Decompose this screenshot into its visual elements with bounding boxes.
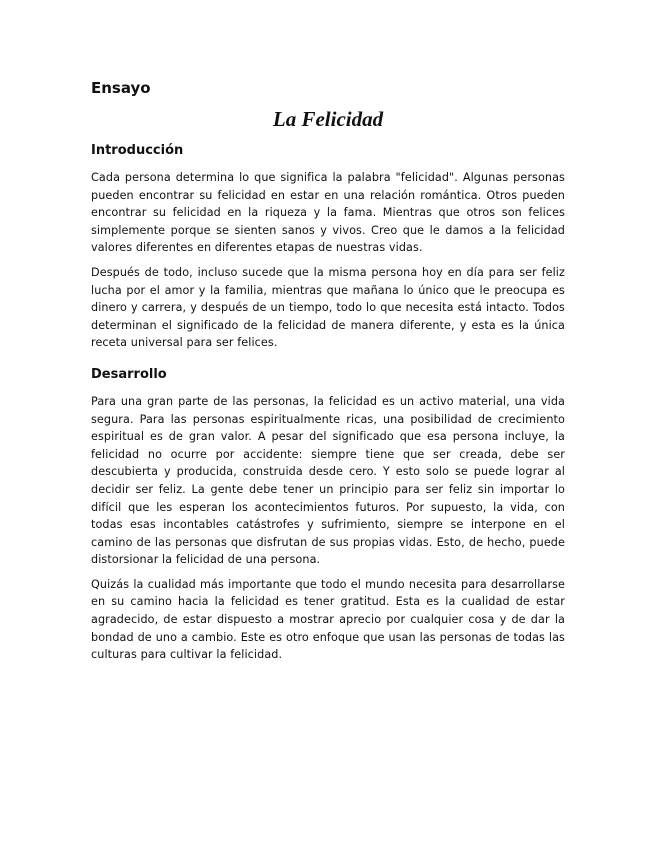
section-heading: Introducción xyxy=(91,143,184,158)
paragraph: Para una gran parte de las personas, la felicidad es un activo material, una vida segura. Para las personas espiritualmente ricas, una posibilidad de crecimiento espiritual es de gran valor. A pesar del significado que esa persona incluye, la felicidad no ocurre por accidente: siempre tiene que ser creada, debe ser descubierta y producida, construida desde cero. Y esto solo se puede lograr al decidir ser feliz. La gente debe tener un principio para ser feliz sin importar lo difícil que les esperan los acontecimientos futuros. Por supuesto, la vida, con todas esas incontables catástrofes y sufrimiento, siempre se interpone en el camino de las personas que disfrutan de sus propias vidas. Esto, de hecho, puede distorsionar la felicidad de una persona. xyxy=(91,394,565,567)
document-page xyxy=(91,78,565,678)
section-introduccion xyxy=(91,142,565,352)
paragraph: Después de todo, incluso sucede que la misma persona hoy en día para ser feliz lucha por el amor y la familia, mientras que mañana lo único que le preocupa es dinero y carrera, y después de un tiempo, todo lo que necesita está intacto. Todos determinan el significado de la felicidad de manera diferente, y esta es la única receta universal para ser felices. xyxy=(91,265,565,350)
section-desarrollo xyxy=(91,366,565,664)
paragraph: Cada persona determina lo que significa la palabra "felicidad". Algunas personas pueden encontrar su felicidad en estar en una relación romántica. Otros pueden encontrar su felicidad en la riqueza y la fama. Mientras que otros son felices simplemente porque se sienten sanos y vivos. Creo que le damos a la felicidad valores diferentes en diferentes etapas de nuestras vidas. xyxy=(91,171,565,255)
paragraph: Quizás la cualidad más importante que todo el mundo necesita para desarrollarse en su camino hacia la felicidad es tener gratitud. Esta es la cualidad de estar agradecido, de estar dispuesto a mostrar aprecio por cualquier cosa y de dar la bondad de uno a cambio. Este es otro enfoque que usan las personas de todas las culturas para cultivar la felicidad. xyxy=(91,577,565,662)
document-title: La Felicidad xyxy=(272,107,384,131)
document-type-label: Ensayo xyxy=(91,79,151,97)
section-heading: Desarrollo xyxy=(91,366,167,382)
